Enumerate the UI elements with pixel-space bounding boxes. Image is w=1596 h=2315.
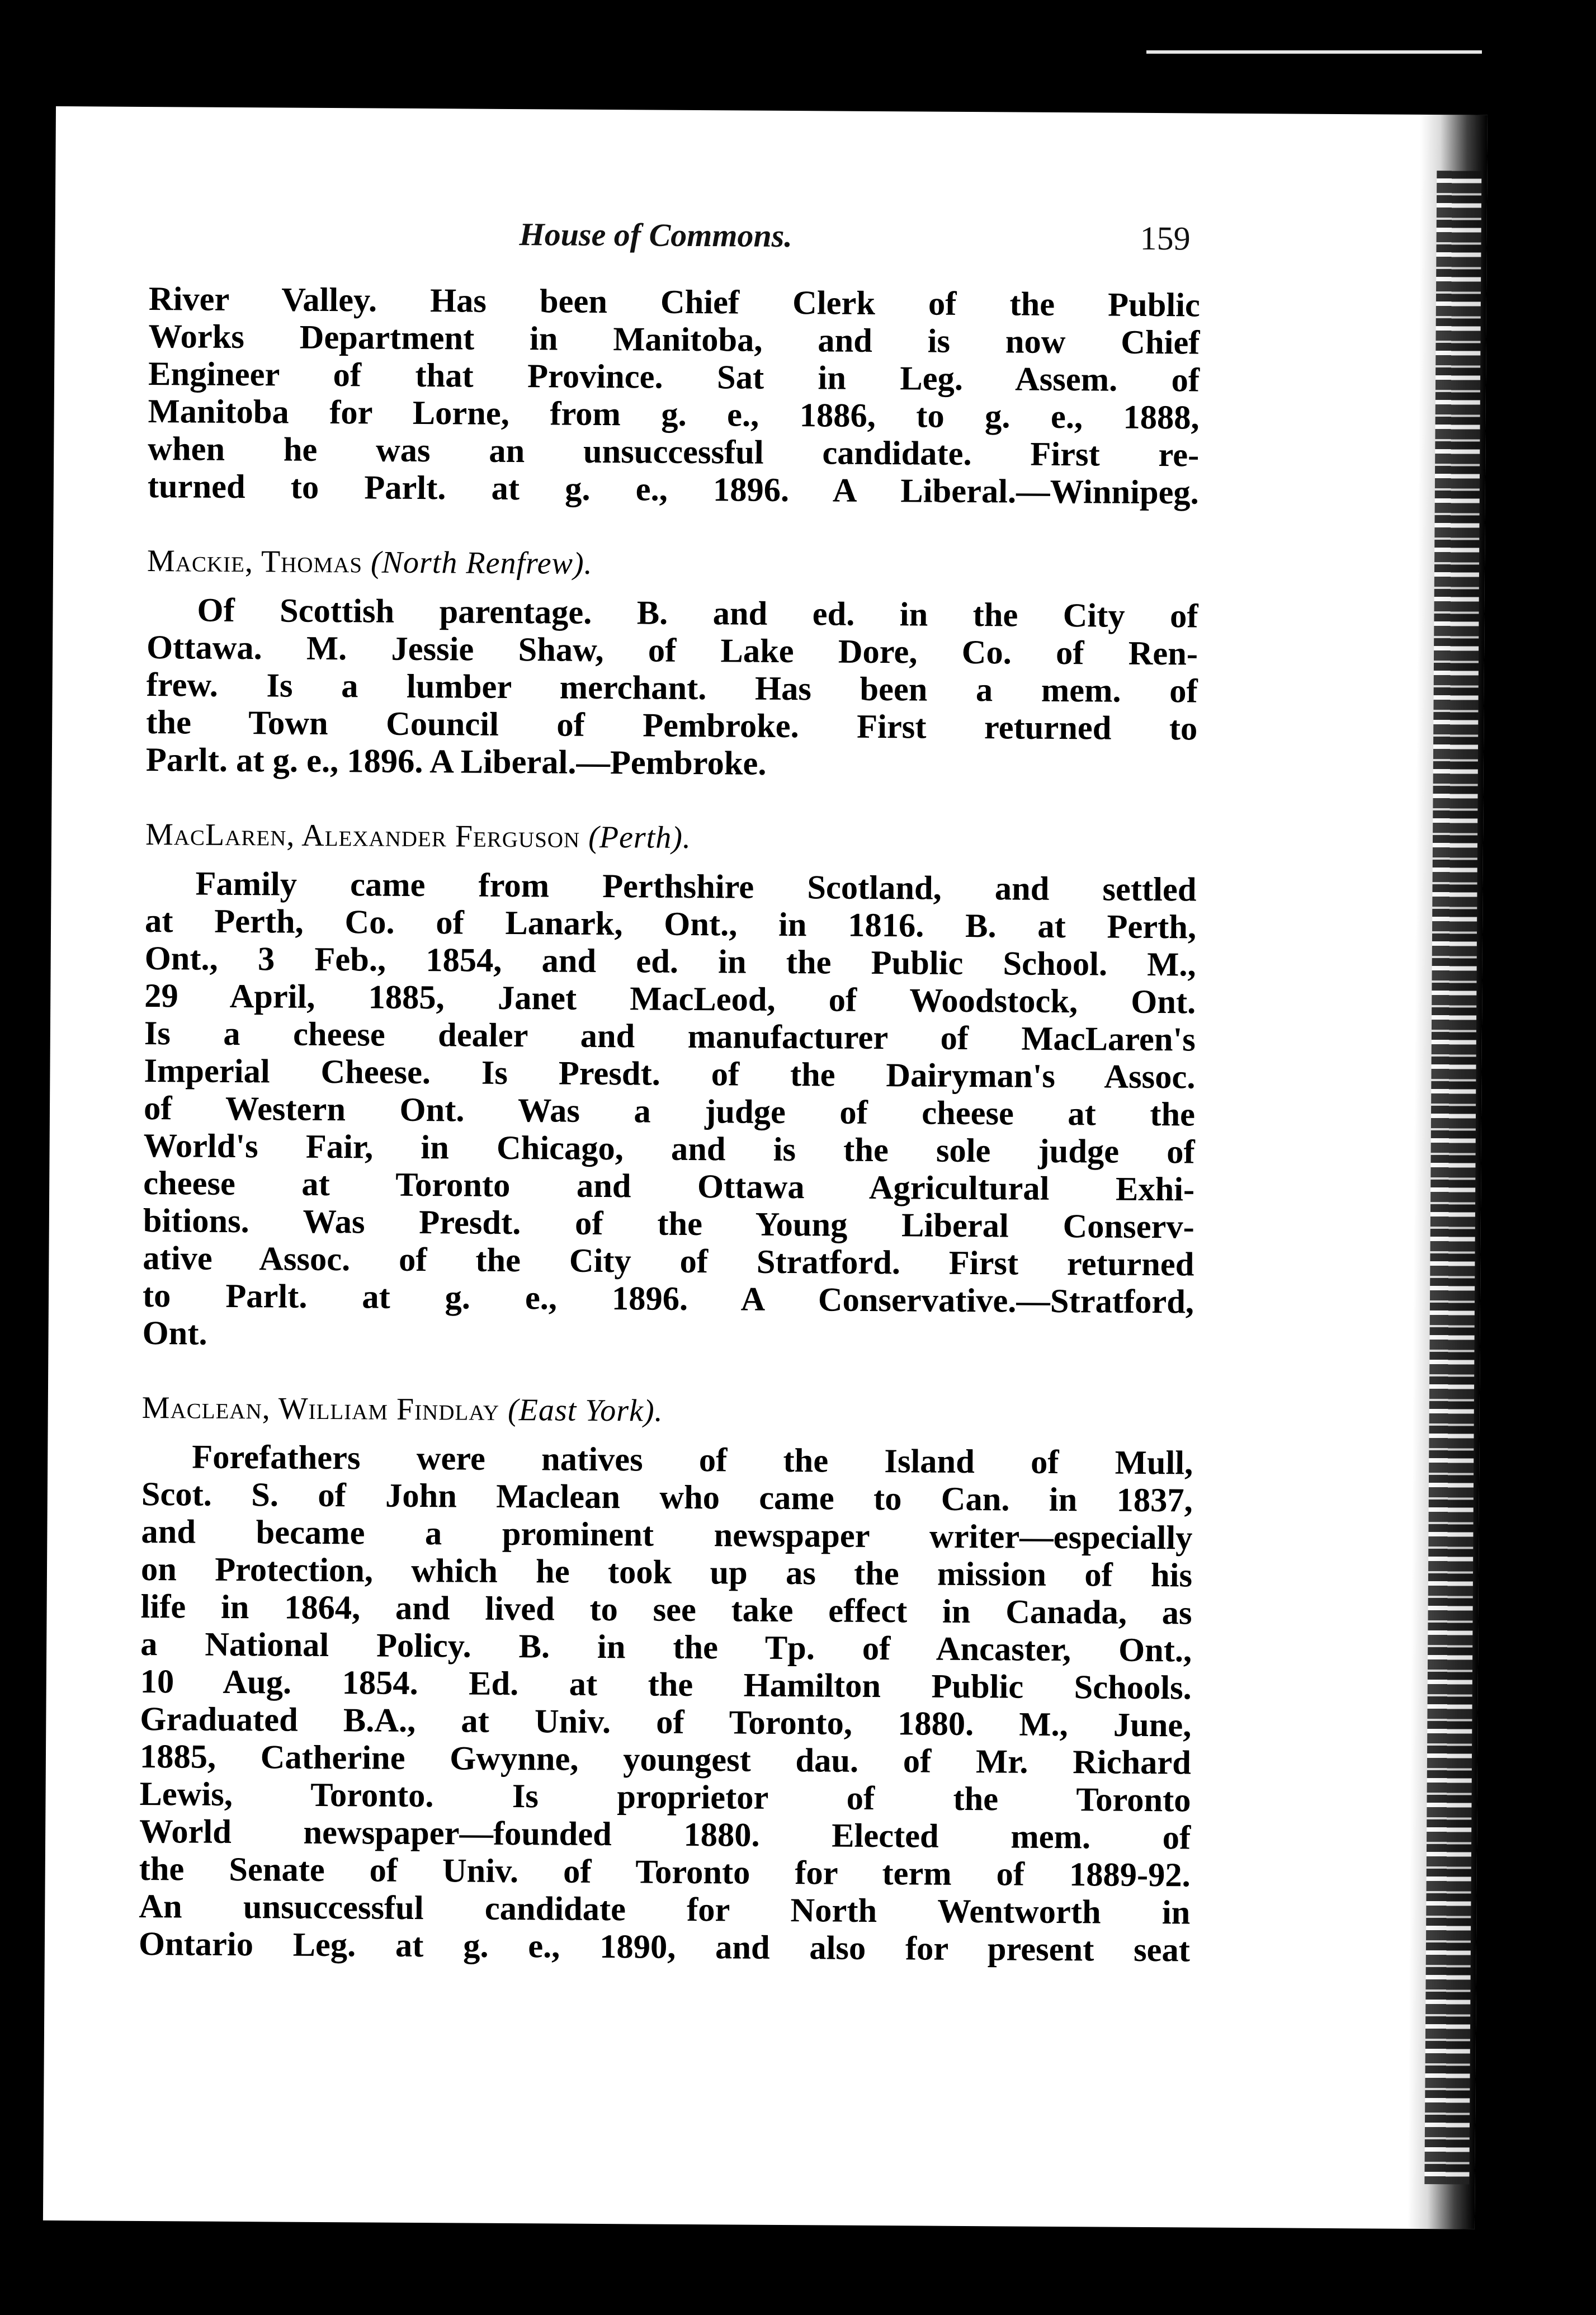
text-line: the Senate of Univ. of Toronto for term of 1889-92. [139,1850,1191,1894]
text-line: World newspaper—founded 1880. Elected mem. of [139,1812,1191,1857]
riding-name: (Perth). [588,819,692,855]
text-line: the Town Council of Pembroke. First returned to [146,704,1198,748]
text-line: cheese at Toronto and Ottawa Agricultural Exhi- [143,1164,1195,1209]
scan-artifact-streak [1146,50,1482,54]
text-line: Ottawa. M. Jessie Shaw, of Lake Dore, Co. of Ren- [146,629,1198,673]
spacer [142,1352,1193,1395]
text-line: Family came from Perthshire Scotland, and settled [195,865,1197,909]
text-line: of Western Ont. Was a judge of cheese at the [143,1089,1196,1134]
text-line: Lewis, Toronto. Is proprietor of the Toronto [139,1775,1191,1819]
text-line: An unsuccessful candidate for North Wentworth in [139,1887,1191,1932]
spacer [147,505,1198,549]
text-line: Engineer of that Province. Sat in Leg. Assem. of [148,355,1200,399]
text-line: Imperial Cheese. Is Presdt. of the Dairyman's Assoc. [144,1052,1196,1096]
page-body [139,280,1200,1969]
text-line: 1885, Catherine Gwynne, youngest dau. of Mr. Richard [139,1737,1192,1782]
text-line: 29 April, 1885, Janet MacLeod, of Woodstock, Ont. [144,977,1196,1021]
text-line: Ont. [142,1314,207,1352]
text-line: World's Fair, in Chicago, and is the sole judge of [143,1126,1195,1171]
text-line: life in 1864, and lived to see take effect in Canada, as [140,1587,1192,1632]
text-line: on Protection, which he took up as the mission of his [140,1550,1193,1595]
running-head [183,213,1191,270]
running-head-title: House of Commons. [519,216,793,254]
text-line: turned to Parlt. at g. e., 1896. A Liberal.—Winnipeg. [147,468,1200,512]
text-line: Scot. S. of John Maclean who came to Can. in 1837, [141,1475,1193,1520]
text-line: at Perth, Co. of Lanark, Ont., in 1816. B. at Perth, [144,902,1197,946]
member-name: Maclean, William Findlay [141,1390,500,1427]
spacer [145,779,1197,822]
text-line: ative Assoc. of the City of Stratford. First returned [143,1239,1194,1284]
text-line: frew. Is a lumber merchant. Has been a mem. of [146,666,1198,710]
entry-heading [145,816,1197,860]
text-line: Parlt. at g. e., 1896. A Liberal.—Pembroke. [145,741,767,782]
text-line: Ontario Leg. at g. e., 1890, and also for present seat [138,1925,1191,1969]
entry-paragraph [146,591,1198,785]
text-line: Manitoba for Lorne, from g. e., 1886, to g. e., 1888, [148,393,1200,437]
entry-heading [142,1389,1193,1433]
riding-name: (North Renfrew). [370,545,593,581]
text-line: bitions. Was Presdt. of the Young Liberal Conserv- [143,1201,1195,1246]
member-name: MacLaren, Alexander Ferguson [145,817,580,855]
page-number: 159 [1140,219,1191,257]
text-line: Forefathers were natives of the Island of Mull, [192,1438,1193,1482]
text-line: Works Department in Manitoba, and is now Chief [148,318,1200,362]
riding-name: (East York). [507,1392,663,1428]
text-line: 10 Aug. 1854. Ed. at the Hamilton Public Schools. [140,1662,1192,1707]
entry-paragraph [139,1438,1193,1969]
text-line: a National Policy. B. in the Tp. of Ancaster, Ont., [140,1625,1192,1670]
continuation-paragraph [148,280,1200,511]
text-line: to Parlt. at g. e., 1896. A Conservative.—Stratford, [142,1276,1194,1321]
entry-paragraph [142,865,1196,1358]
member-name: Mackie, Thomas [147,544,363,580]
book-page [43,106,1488,2229]
text-line: Graduated B.A., at Univ. of Toronto, 1880. M., June, [140,1700,1192,1744]
text-line: River Valley. Has been Chief Clerk of the Public [148,280,1201,324]
text-line: Is a cheese dealer and manufacturer of MacLaren's [144,1014,1196,1059]
text-line: Of Scottish parentage. B. and ed. in the City of [197,591,1198,635]
entry-heading [147,543,1198,586]
text-line: and became a prominent newspaper writer—especially [141,1512,1193,1557]
text-line: Ont., 3 Feb., 1854, and ed. in the Public School. M., [144,939,1196,984]
text-line: when he was an unsuccessful candidate. First re- [148,430,1200,474]
